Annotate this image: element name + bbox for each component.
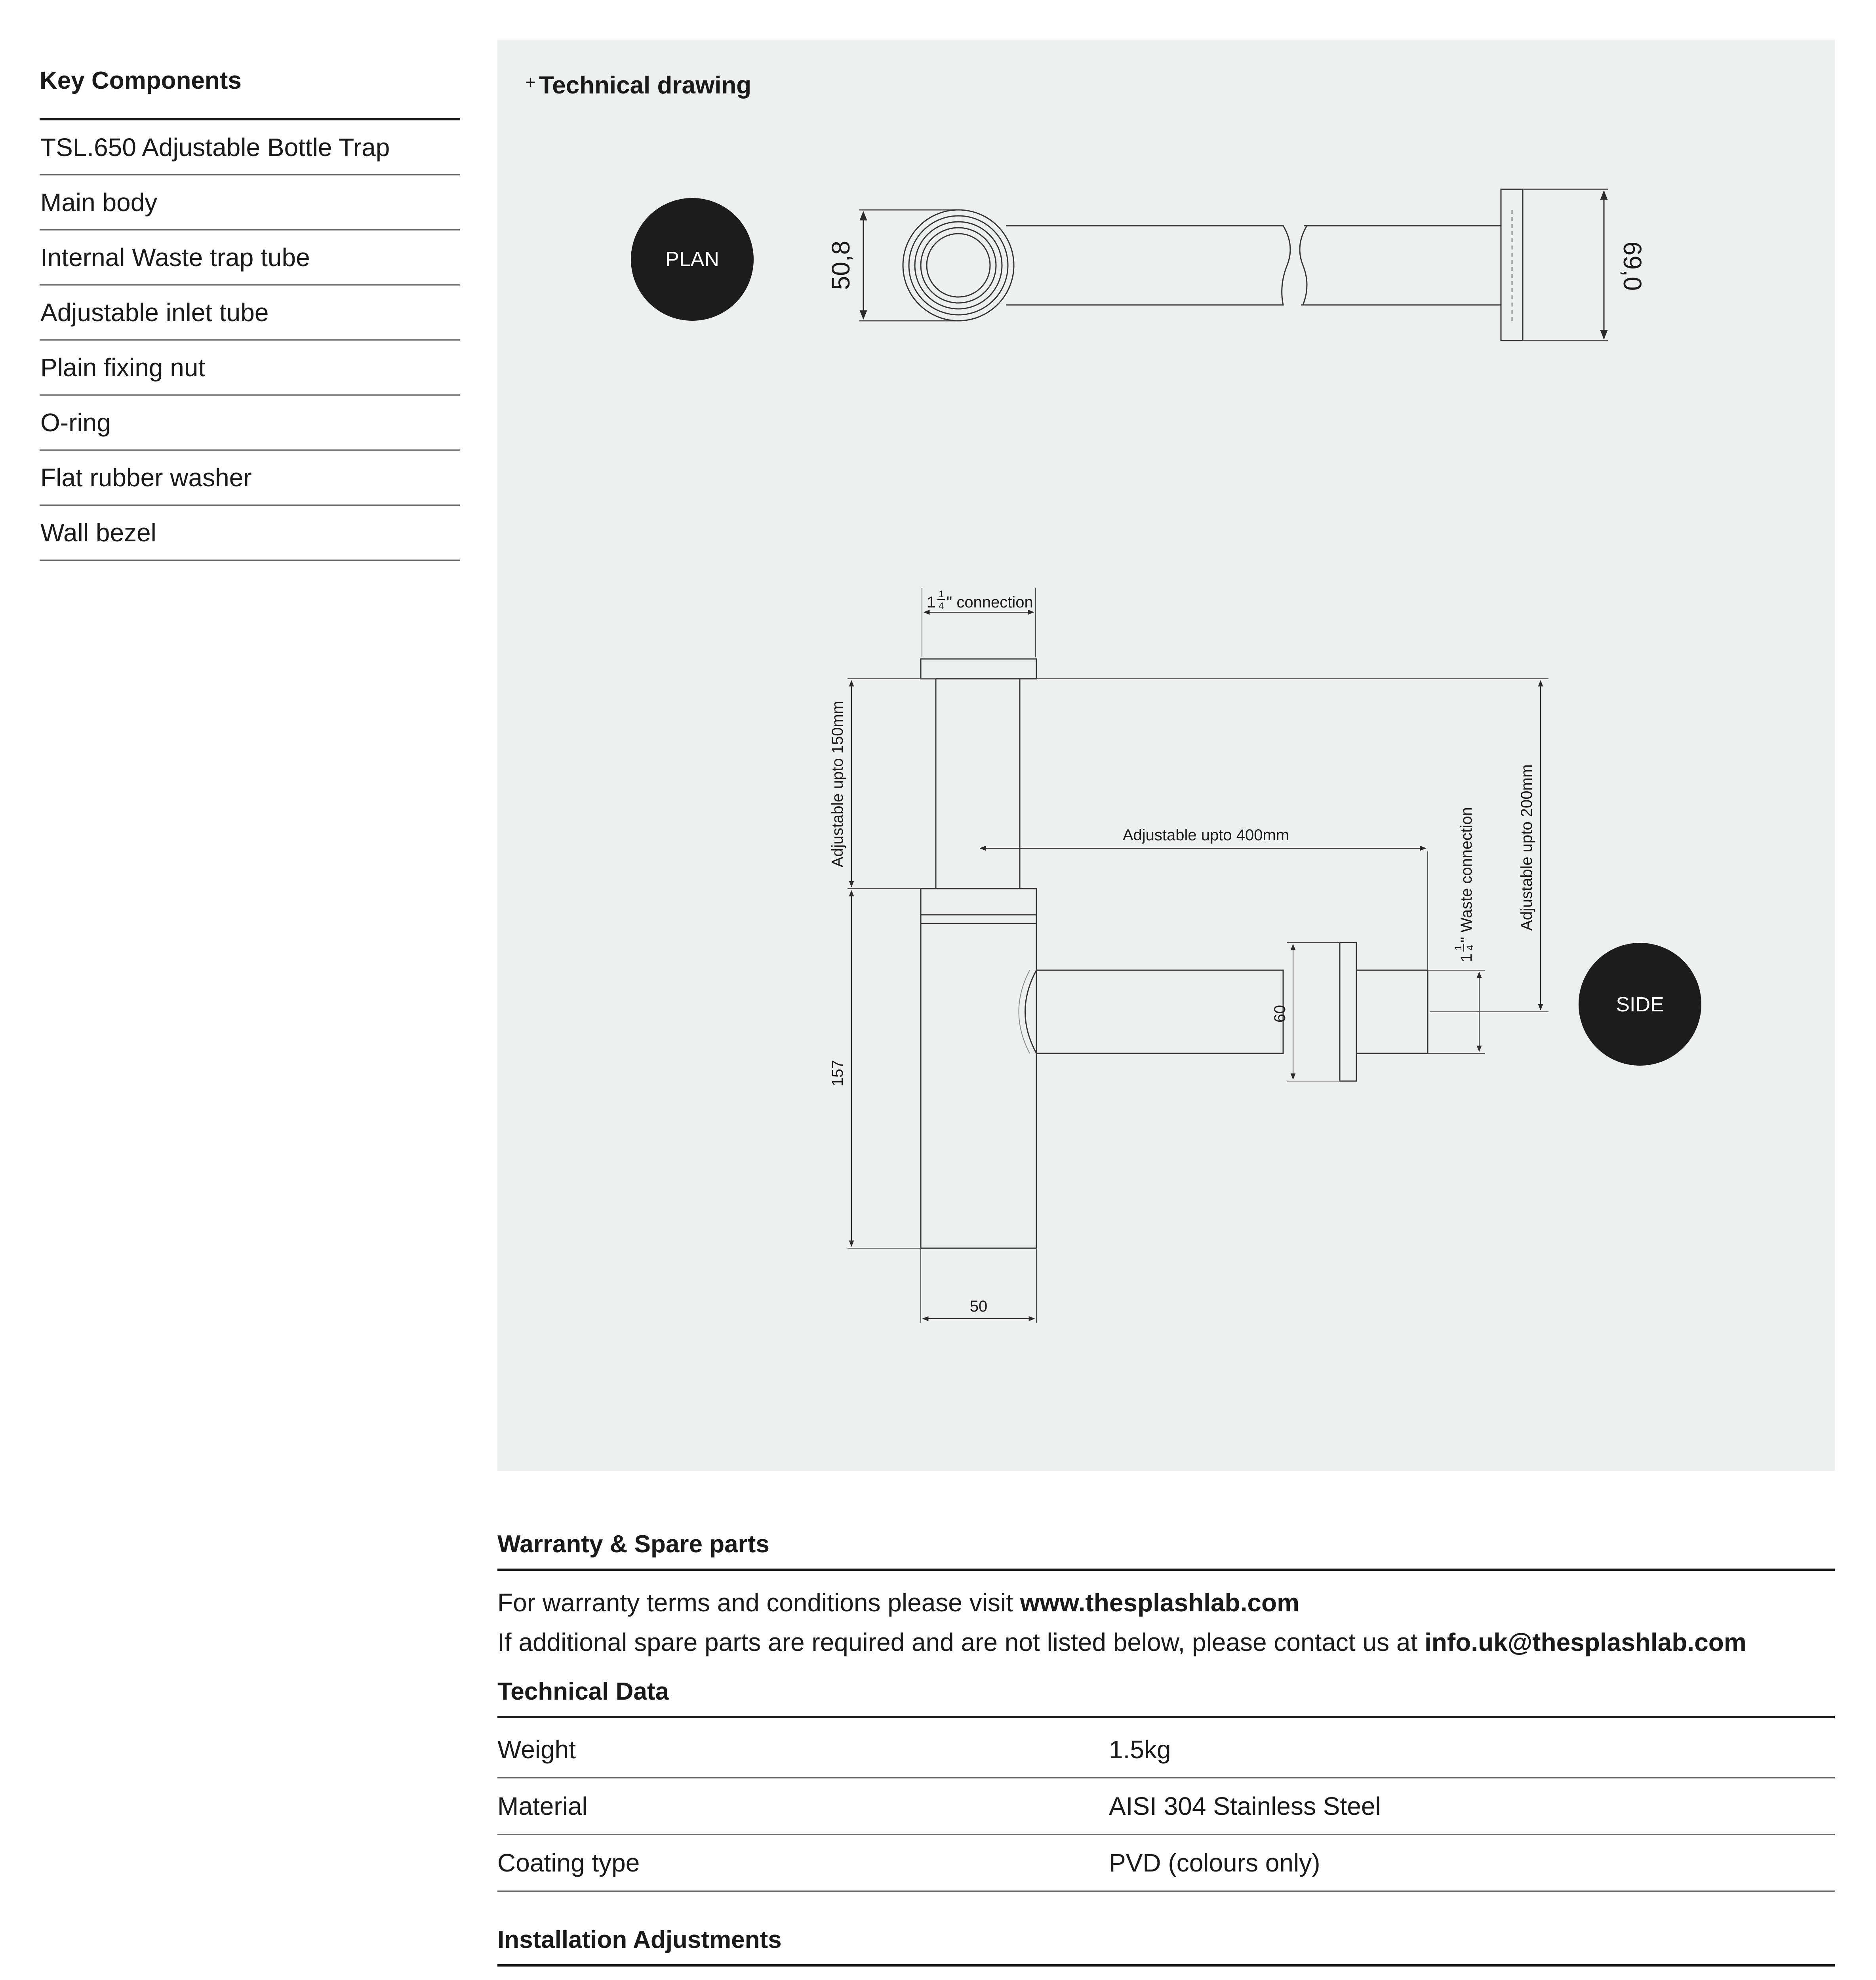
key-components-list [40,118,460,561]
warranty-line-1: For warranty terms and conditions please visit www.thesplashlab.com [497,1588,1299,1617]
key-component-item: Adjustable inlet tube [40,286,460,341]
tech-data-label: Material [497,1792,588,1820]
key-component-item: Wall bezel [40,506,460,561]
svg-text:1: 1 [1458,953,1475,962]
key-component-item: Flat rubber washer [40,451,460,506]
tech-data-row [497,1778,1835,1835]
adjustable-400-label: Adjustable upto 400mm [1122,826,1289,844]
contact-email-link[interactable]: info.uk@thesplashlab.com [1425,1628,1746,1656]
tech-data-value: AISI 304 Stainless Steel [1109,1792,1381,1820]
technical-drawing-title-text: Technical drawing [539,72,752,99]
svg-text:" Waste connection: " Waste connection [1458,807,1475,942]
dim-157: 157 [829,1060,846,1087]
adjustable-200-label: Adjustable upto 200mm [1518,764,1535,931]
waste-connection-label [1453,807,1476,962]
installation-text [497,1978,1315,1980]
tech-data-row [497,1835,1835,1892]
technical-data-title: Technical Data [497,1677,1835,1718]
warranty-title: Warranty & Spare parts [497,1530,1835,1571]
side-view [829,588,1701,1323]
plan-label: PLAN [665,248,719,271]
svg-text:4: 4 [1465,945,1476,950]
key-component-item: Plain fixing nut [40,341,460,396]
dim-50-8: 50,8 [827,240,855,290]
warranty-link[interactable]: www.thesplashlab.com [1020,1588,1299,1617]
tech-data-label: Coating type [497,1849,640,1877]
dim-60: 60 [1271,1005,1289,1023]
svg-text:4: 4 [939,601,944,611]
technical-drawing [497,40,1835,1471]
tech-data-value: PVD (colours only) [1109,1849,1320,1877]
svg-text:" connection: " connection [947,594,1033,611]
warranty-line-2: If additional spare parts are required and are not listed below, please contact us at info.uk@thesplashlab.com [497,1628,1746,1656]
tech-data-value: 1.5kg [1109,1735,1171,1764]
plan-view [631,189,1647,341]
tech-data-label: Weight [497,1735,576,1764]
installation-title: Installation Adjustments [497,1926,1835,1967]
key-component-item: Main body [40,175,460,230]
dim-69-0: 69,0 [1618,241,1647,291]
svg-text:1: 1 [927,594,936,611]
plus-icon: + [525,72,536,92]
adjustable-150-label: Adjustable upto 150mm [829,701,846,868]
key-components-title: Key Components [40,67,242,94]
side-label: SIDE [1616,993,1664,1016]
key-component-item: O-ring [40,396,460,451]
tech-data-row [497,1722,1835,1778]
key-component-item: TSL.650 Adjustable Bottle Trap [40,120,460,175]
svg-text:1: 1 [939,589,944,600]
svg-text:1: 1 [1453,945,1464,950]
connection-label [927,589,1033,611]
dim-50: 50 [969,1298,988,1315]
key-component-item: Internal Waste trap tube [40,230,460,286]
